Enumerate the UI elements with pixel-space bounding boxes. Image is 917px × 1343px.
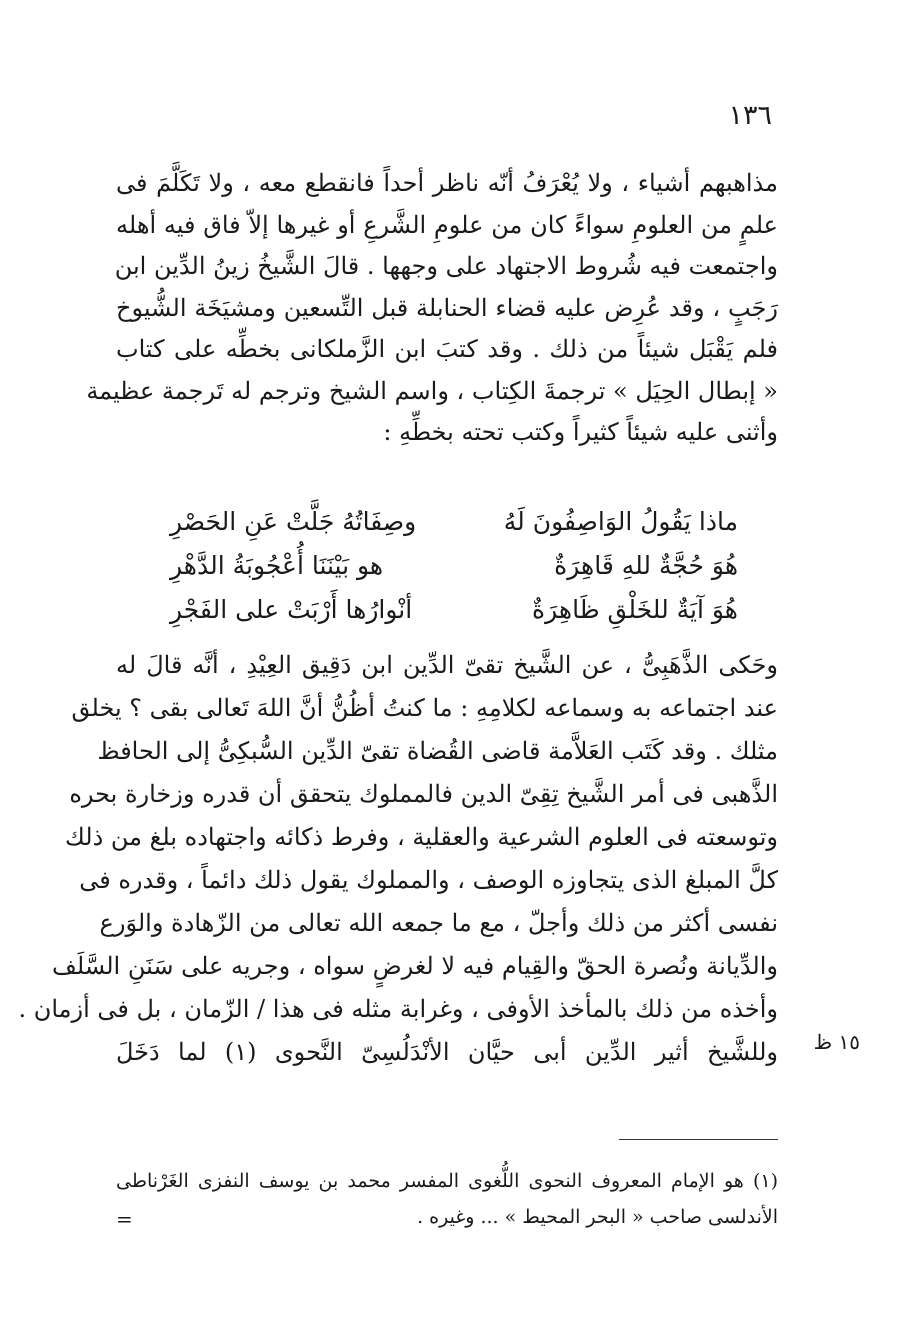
text-line: مذاهبهم أشياء ، ولا يُعْرَفُ أنّه ناظر أحداً فانقطع معه ، ولا تَكَلَّمَ فى [116, 169, 778, 197]
poem-verse [170, 544, 738, 588]
text-line: رَجَبٍ ، وقد عُرِض عليه قضاء الحنابلة قبل التِّسعين ومشيَخَة الشُّيوخ [116, 293, 778, 322]
text-line: نفسى أكثر من ذلك وأجلّ ، مع ما جمعه الله تعالى من الزّهادة والوَرع [99, 909, 778, 937]
page-number: ١٣٦ [728, 100, 772, 131]
text-line: « إبطال الحِيَل » ترجمةَ الكِتاب ، واسم الشيخ وترجم له تَرجمة عظيمة [86, 376, 778, 405]
poem-verse [170, 588, 738, 632]
text-line: الذَّهبى فى أمر الشَّيخ تِقِىّ الدين فالمملوك يتحقق أن قدره وزخارة بحره [69, 780, 778, 808]
text-line: والدِّيانة ونُصرة الحقّ والقِيام فيه لا لغرضٍ سواه ، وجريه على سَنَنِ السَّلَف [52, 952, 778, 980]
footnotes [116, 1163, 778, 1235]
verse-first-hemistich: هُوَ آيَةٌ للخَلْقِ ظَاهِرَةٌ [532, 595, 738, 624]
manuscript-folio-marker: ١٥ ظ [813, 1030, 860, 1054]
text-line: فلم يَقْبَل شيئاً من ذلك . وقد كتبَ ابن الزَّملكانى بخطِّه على كتاب [116, 335, 778, 363]
verse-second-hemistich: أنْوارُها أَرْبَتْ على الفَجْرِ [170, 595, 413, 624]
text-line: مثلك . وقد كَتَب العَلاَّمة قاضى القُضاة تقىّ الدِّين السُّبكِىُّ إلى الحافظ [97, 737, 778, 765]
text-line: وللشَّيخ أثير الدِّين أبى حيَّان الأنْدَلُسِىّ النَّحوى (١) لما دَخَلَ [116, 1038, 778, 1066]
footnote-line: (١) هو الإمام المعروف النحوى اللُّغوى المفسر محمد بن يوسف النفزى الغَرْناطى [116, 1170, 778, 1192]
verse-first-hemistich: هُوَ حُجَّةٌ للهِ قَاهِرَةٌ [554, 551, 738, 580]
footnote-line: الأندلسى صاحب « البحر المحيط » ... وغيره . [417, 1206, 778, 1228]
text-line: عند اجتماعه به وسماعه لكلامِهِ : ما كنتُ أظُنُّ أنَّ اللهَ تَعالى بقى ؟ يخلق [71, 694, 778, 722]
text-line: علمٍ من العلومِ سواءً كان من علومِ الشَّرعِ أو غيرها إلاّ فاق فيه أهله [116, 210, 779, 239]
text-line: وأثنى عليه شيئاً كثيراً وكتب تحته بخطِّهِ : [383, 418, 778, 446]
verse-first-hemistich: ماذا يَقُولُ الوَاصِفُونَ لَهُ [503, 507, 738, 536]
text-line: واجتمعت فيه شُروط الاجتهاد على وجهها . قالَ الشَّيخُ زينُ الدِّين ابن [114, 252, 778, 280]
poem-verse [170, 500, 738, 544]
text-line: وتوسعته فى العلوم الشرعية والعقلية ، وفرط ذكائه واجتهاده بلغ من ذلك [65, 823, 778, 851]
footnote-continuation-mark: = [116, 1207, 133, 1231]
text-line: كلَّ المبلغ الذى يتجاوزه الوصف ، والمملوك يقول ذلك دائماً ، وقدره فى [79, 866, 778, 894]
footnote-separator [619, 1139, 778, 1140]
verse-second-hemistich: هو بَيْنَنَا أُعْجُوبَةُ الدَّهْرِ [170, 551, 384, 580]
main-paragraph [86, 163, 779, 454]
poem [170, 500, 738, 632]
verse-second-hemistich: وصِفَاتُهُ جَلَّتْ عَنِ الحَصْرِ [170, 507, 417, 536]
text-line: وحَكى الذَّهَبِىُّ ، عن الشَّيخ تقىّ الدِّين ابن دَقِيق العِيْدِ ، أنَّه قالَ له [116, 651, 778, 679]
text-line: وأخذه من ذلك بالمأخذ الأوفى ، وغرابة مثله فى هذا / الزّمان ، بل فى أزمان . [18, 995, 778, 1023]
second-paragraph [18, 644, 778, 1074]
